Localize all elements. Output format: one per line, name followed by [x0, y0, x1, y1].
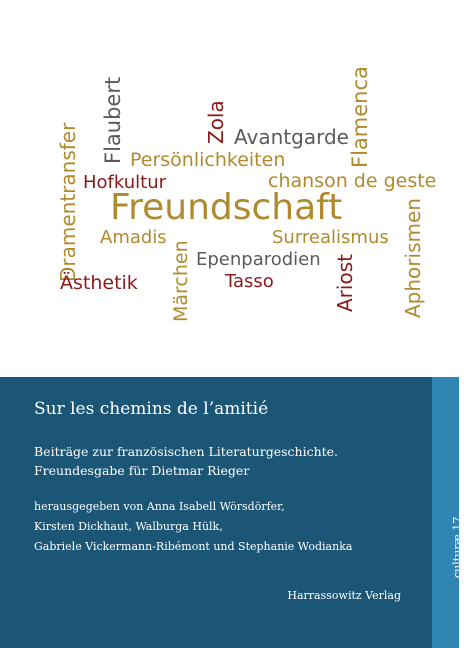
publisher-name: Harrassowitz Verlag: [287, 589, 401, 602]
series-label: culturæ 17: [451, 516, 464, 578]
word-maerchen: Märchen: [170, 240, 192, 322]
word-aesthetik: Ästhetik: [60, 272, 138, 294]
word-hofkultur: Hofkultur: [83, 172, 167, 193]
series-stripe: [432, 377, 459, 648]
word-zola: Zola: [204, 100, 228, 144]
editors-line: herausgegeben von Anna Isabell Wörsdörfer,: [34, 500, 285, 513]
word-freundschaft: Freundschaft: [110, 187, 343, 228]
word-tasso: Tasso: [225, 271, 274, 292]
word-amadis: Amadis: [100, 227, 167, 248]
word-chanson-de-geste: chanson de geste: [268, 170, 437, 192]
word-epenparodien: Epenparodien: [196, 249, 321, 270]
word-flamenca: Flamenca: [348, 66, 372, 168]
word-aphorismen: Aphorismen: [401, 198, 425, 318]
book-title: Sur les chemins de l’amitié: [34, 399, 269, 419]
book-subtitle: [34, 442, 338, 480]
word-flaubert: Flaubert: [101, 76, 125, 164]
subtitle-line: Freundesgabe für Dietmar Rieger: [34, 463, 250, 478]
editors-line: Gabriele Vickermann-Ribémont und Stephanie Wodianka: [34, 540, 353, 553]
book-editors: [34, 497, 352, 557]
subtitle-line: Beiträge zur französischen Literaturgeschichte.: [34, 444, 339, 459]
word-avantgarde: Avantgarde: [234, 125, 349, 149]
word-persoenlichkeiten: Persönlichkeiten: [130, 149, 286, 171]
word-ariost: Ariost: [333, 254, 357, 312]
word-surrealismus: Surrealismus: [272, 227, 389, 248]
editors-line: Kirsten Dickhaut, Walburga Hülk,: [34, 520, 223, 533]
word-dramentransfer: Dramentransfer: [56, 122, 80, 282]
